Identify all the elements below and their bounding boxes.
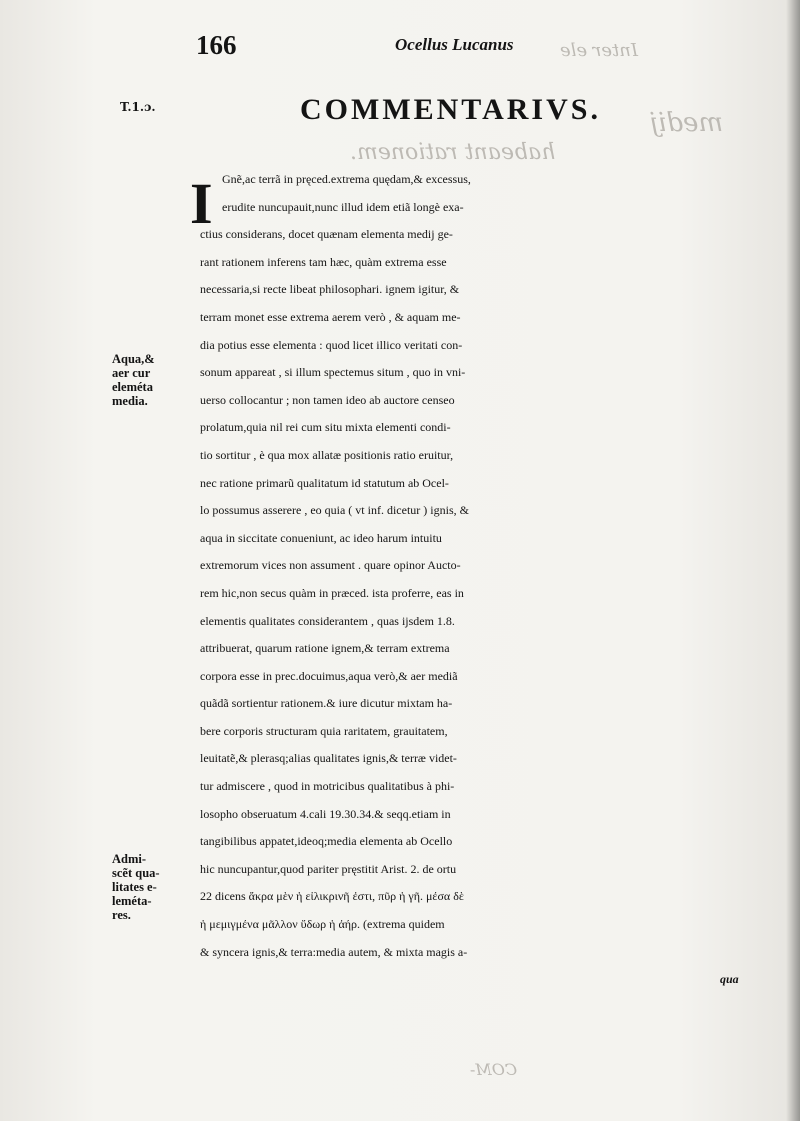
marginal-reference: T.1.ɔ.	[120, 100, 156, 114]
section-heading: COMMENTARIVS.	[300, 93, 601, 126]
text-line: prolatum,quia nil rei cum situ mixta elementi condi-	[200, 420, 451, 435]
bleed-through-text: medij	[650, 108, 724, 138]
page-number: 166	[196, 30, 237, 60]
text-line: tur admiscere , quod in motricibus qualitatibus à phi-	[200, 779, 455, 794]
text-line: uerso collocantur ; non tamen ideo ab auctore censeo	[200, 392, 455, 407]
marginal-note-admiscent	[112, 852, 188, 922]
text-line: rem hic,non secus quàm in præced. ista proferre, eas in	[200, 585, 464, 600]
text-line: 22 dicens ἄκρα μὲν ἡ εἰλικρινῆ ἐστι, πῦρ ἡ γῆ. μέσα δὲ	[200, 889, 464, 904]
marginal-note-line: aer cur	[112, 366, 151, 380]
marginal-note-line: litates e-	[112, 880, 157, 894]
text-line: erudite nuncupauit,nunc illud idem etiã longè exa-	[222, 199, 464, 214]
text-line: Gnẽ,ac terrã in pręced.extrema quędam,& excessus,	[222, 172, 471, 186]
text-line: attribuerat, quarum ratione ignem,& terram extrema	[200, 641, 450, 656]
bleed-through-text: Inter ele	[560, 40, 638, 61]
catchword: qua	[720, 972, 739, 987]
text-line: aqua in siccitate conueniunt, ac ideo harum intuitu	[200, 530, 442, 545]
text-line: & syncera ignis,& terra:media autem, & mixta magis a-	[200, 944, 468, 959]
marginal-note-line: eleméta	[112, 380, 153, 394]
text-line: dia potius esse elementa : quod licet illico veritati con-	[200, 337, 463, 352]
marginal-note-line: res.	[112, 908, 131, 922]
text-line: ctius considerans, docet quænam elementa medij ge-	[200, 227, 453, 242]
marginal-note-line: media.	[112, 394, 148, 408]
marginal-note-aqua	[112, 352, 188, 408]
text-line: quãdã sortientur rationem.& iure dicutur mixtam ha-	[200, 696, 453, 711]
bleed-through-text: COM-	[470, 1060, 518, 1079]
running-head	[0, 30, 800, 60]
text-line: lo possumus asserere , eo quia ( vt inf. dicetur ) ignis, &	[200, 503, 469, 518]
text-line: nec ratione primarũ qualitatum id statutum ab Ocel-	[200, 475, 449, 490]
text-line: terram monet esse extrema aerem verò , & aquam me-	[200, 309, 461, 324]
running-title: Ocellus Lucanus	[395, 35, 514, 54]
text-line: bere corporis structuram quia raritatem, grauitatem,	[200, 723, 448, 738]
marginal-note-line: Aqua,&	[112, 352, 155, 366]
text-line: tio sortitur , è qua mox allatæ positionis ratio eruitur,	[200, 447, 454, 462]
text-line: ἡ μεμιγμένα μᾶλλον ὕδωρ ἡ ἀήρ. (extrema quidem	[200, 917, 445, 932]
text-line: rant rationem inferens tam hæc, quàm extrema esse	[200, 254, 447, 269]
text-line: sonum appareat , si illum spectemus situm , quo in vni-	[200, 365, 466, 380]
marginal-note-line: scẽt qua-	[112, 866, 160, 880]
text-line: extremorum vices non assument . quare opinor Aucto-	[200, 558, 461, 573]
text-line: leuitatẽ,& plerasq;alias qualitates ignis,& terræ videt-	[200, 751, 457, 766]
text-line: corpora esse in prec.docuimus,aqua verò,& aer mediã	[200, 668, 458, 683]
text-line: tangibilibus appatet,ideoq;media elementa ab Ocello	[200, 834, 453, 849]
commentary-body	[200, 166, 790, 994]
bleed-through-text: habeant rationem.	[350, 140, 556, 165]
text-line: losopho obseruatum 4.cali 19.30.34.& seqq.etiam in	[200, 806, 451, 821]
drop-cap: I	[190, 171, 213, 236]
marginal-note-line: leméta-	[112, 894, 152, 908]
text-line: elementis qualitates considerantem , quas ijsdem 1.8.	[200, 613, 455, 628]
text-line: necessaria,si recte libeat philosophari. ignem igitur, &	[200, 282, 460, 297]
text-line: hic nuncupantur,quod pariter pręstitit Arist. 2. de ortu	[200, 861, 457, 876]
marginal-note-line: Admi-	[112, 852, 147, 866]
